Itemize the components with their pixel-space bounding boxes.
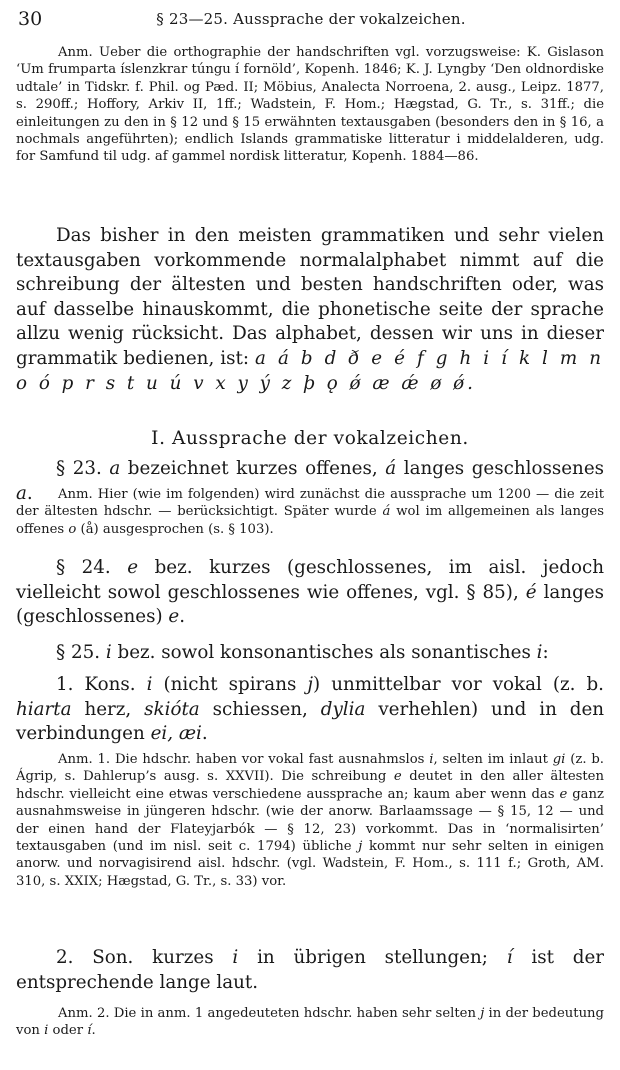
paragraph-24: § 24. e bez. kurzes (geschlossenes, im aisl. jedoch vielleicht sowol geschlossenes wie offenes, vgl. § 85), é langes (geschlossenes) e. xyxy=(16,557,604,628)
running-title: § 23—25. Aussprache der vokalzeichen. xyxy=(156,10,466,28)
paragraph-23: § 23. a bezeichnet kurzes offenes, á langes geschlossenes a. xyxy=(16,458,605,504)
paragraph-25: § 25. i bez. sowol konsonantisches als sonantisches i: xyxy=(56,642,549,663)
paragraph-25-1: 1. Kons. i (nicht spirans j) unmittelbar vor vokal (z. b. hiarta herz, skióta schiessen, dylia verhehlen) und in den verbindungen ei, æi. xyxy=(16,674,605,745)
page-header xyxy=(18,8,604,32)
section-heading: I. Aussprache der vokalzeichen. xyxy=(151,428,469,449)
main-paragraph-text: Das bisher in den meisten grammatiken und sehr vielen textausgaben vorkommende normalalphabet nimmt auf die schreibung der ältesten und besten handschriften oder, was auf dasselbe hinauskommt, die phonetische seite der sprache allzu wenig rücksicht. Das alphabet, dessen wir uns in dieser grammatik bedienen, ist: xyxy=(16,225,604,369)
anm-intro: Anm. Ueber die orthographie der handschriften vgl. vorzugsweise: K. Gislason ‘Um frumparta íslenzkrar túngu í fornöld’, Kopenh. 1846; K. J. Lyngby ‘Den oldnordiske udtale’ in Tidskr. f. Phil. og Pæd. II; Möbius, Analecta Norroena, 2. ausg., Leipz. 1877, s. 290ff.; Hoffory, Arkiv II, 1ff.; Wadstein, F. Hom.; Hægstad, G. Tr., s. 31ff.; die einleitungen zu den in § 12 und § 15 erwähnten textausgaben (besonders den in § 16, a nochmals angeführten); endlich Islands grammatiske litteratur i middelalderen, udg. for Samfund til udg. af gammel nordisk litteratur, Kopenh. 1884—86. xyxy=(16,45,604,165)
anm-1: Anm. 1. Die hdschr. haben vor vokal fast ausnahmslos i, selten im inlaut gi (z. b. Ágrip, s. Dahlerup’s ausg. s. XXVII). Die schreibung e deutet in den aller ältesten hdschr. vielleicht eine etwas verschiedene aussprache an; kaum aber wenn das e ganz ausnahmsweise in jüngeren hdschr. (wie der anorw. Barlaamssage — § 15, 12 — und der einen hand der Flateyjarbók — § 12, 23) vorkommt. Das in ‘normalisirten’ textausgaben (und im nisl. seit c. 1794) übliche j kommt nur sehr selten in einigen anorw. und norvagisirend aisl. hdschr. (vgl. Wadstein, F. Hom., s. 111 f.; Groth, AM. 310, s. XXIX; Hægstad, G. Tr., s. 33) vor. xyxy=(16,752,604,889)
paragraph-25-2: 2. Son. kurzes i in übrigen stellungen; í ist der entsprechende lange laut. xyxy=(16,947,605,993)
anm-23: Anm. Hier (wie im folgenden) wird zunächst die aussprache um 1200 — die zeit der ältesten hdschr. — berücksichtigt. Später wurde á wol im allgemeinen als langes offenes o (å) ausgesprochen (s. § 103). xyxy=(16,487,604,537)
main-paragraph xyxy=(16,224,604,396)
page-number: 30 xyxy=(18,8,43,30)
anm-2: Anm. 2. Die in anm. 1 angedeuteten hdschr. haben sehr selten j in der bedeutung von i oder í. xyxy=(16,1006,604,1039)
alphabet-list: a á b d ð e é f g h i í k l m n o ó p r s t u ú v x y ý z þ ǫ ǿ æ ǽ ø ǿ. xyxy=(16,347,605,394)
